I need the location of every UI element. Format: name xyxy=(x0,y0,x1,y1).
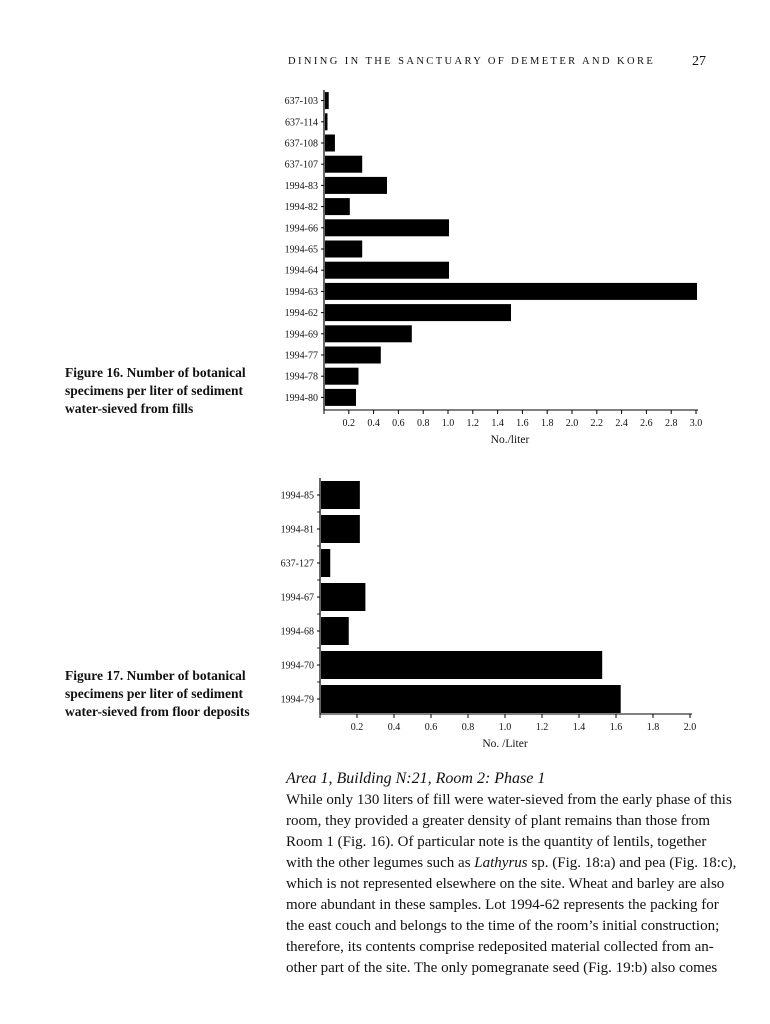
body-line xyxy=(286,832,706,853)
tick-label: 0.4 xyxy=(387,722,401,733)
bar xyxy=(325,177,387,194)
category-label: 1994-63 xyxy=(284,286,318,298)
tick-label: 1.2 xyxy=(535,722,549,733)
figure-16-bar-chart xyxy=(0,0,770,460)
text-run: room, they provided a greater density of plant remains than those from xyxy=(286,813,711,829)
running-title: DINING IN THE SANCTUARY OF DEMETER AND KORE xyxy=(288,56,656,67)
body-line xyxy=(286,958,718,979)
tick-label: 0.2 xyxy=(342,418,356,429)
caption-line: specimens per liter of sediment xyxy=(65,686,243,701)
bar xyxy=(325,389,356,406)
tick-label: 1.6 xyxy=(609,722,623,733)
tick-label: 1.6 xyxy=(516,418,529,429)
category-label: 1994-65 xyxy=(284,244,318,256)
category-label: 1994-68 xyxy=(280,626,314,638)
category-label: 1994-66 xyxy=(284,223,318,235)
category-label: 1994-67 xyxy=(280,592,314,604)
tick-label: 0.2 xyxy=(350,722,364,733)
category-label: 1994-85 xyxy=(280,490,314,502)
tick-label: 0.6 xyxy=(424,722,438,733)
text-run: Room 1 (Fig. 16). Of particular note is the quantity of lentils, together xyxy=(286,834,707,850)
category-label: 1994-82 xyxy=(284,202,318,214)
bar xyxy=(325,113,327,130)
bar xyxy=(325,283,697,300)
text-run: sp. (Fig. 18:a) and pea (Fig. 18:c), xyxy=(527,855,737,871)
bar xyxy=(321,685,621,713)
caption-line: Figure 17. Number of botanical xyxy=(65,668,246,683)
bar xyxy=(325,92,329,109)
category-label: 1994-79 xyxy=(280,694,314,706)
category-label: 1994-62 xyxy=(284,308,318,320)
bar xyxy=(325,368,358,385)
tick-label: 1.2 xyxy=(466,418,480,429)
tick-label: 2.0 xyxy=(683,722,697,733)
bar xyxy=(325,325,412,342)
bar xyxy=(325,135,335,152)
caption-line: water-sieved from fills xyxy=(65,401,194,416)
tick-label: 1.0 xyxy=(498,722,512,733)
bar xyxy=(325,198,350,215)
text-run: which is not represented elsewhere on the site. Wheat and barley are also xyxy=(286,876,725,892)
bar xyxy=(325,219,449,236)
body-line xyxy=(286,853,737,874)
bar xyxy=(325,347,381,364)
bar xyxy=(321,651,602,679)
tick-label: 0.6 xyxy=(392,418,405,429)
tick-label: 2.8 xyxy=(664,418,678,429)
bar xyxy=(325,262,449,279)
category-label: 637-114 xyxy=(285,117,318,129)
text-run: other part of the site. The only pomegranate seed (Fig. 19:b) also comes xyxy=(286,960,718,976)
bar xyxy=(325,304,511,321)
caption-line: Figure 16. Number of botanical xyxy=(65,365,246,380)
category-label: 1994-81 xyxy=(280,524,314,536)
tick-label: 2.2 xyxy=(590,418,604,429)
bar xyxy=(325,241,362,258)
tick-label: 0.8 xyxy=(461,722,475,733)
tick-label: 1.4 xyxy=(572,722,586,733)
section-heading: Area 1, Building N:21, Room 2: Phase 1 xyxy=(286,770,546,787)
tick-label: 0.4 xyxy=(367,418,380,429)
page-number: 27 xyxy=(692,54,706,69)
tick-label: 2.0 xyxy=(565,418,579,429)
tick-label: 1.0 xyxy=(441,418,455,429)
body-line xyxy=(286,895,719,916)
caption-line: water-sieved from floor deposits xyxy=(65,704,250,719)
text-run: While only 130 liters of fill were water-sieved from the early phase of this xyxy=(286,792,732,808)
text-run: more abundant in these samples. Lot 1994-62 represents the packing for xyxy=(286,897,719,913)
figure-17-bar-chart xyxy=(0,460,770,760)
bar xyxy=(321,583,365,611)
tick-label: 1.4 xyxy=(491,418,504,429)
tick-label: 1.8 xyxy=(646,722,660,733)
category-label: 1994-80 xyxy=(284,392,318,404)
tick-label: 0.8 xyxy=(416,418,430,429)
text-run: the east couch and belongs to the time of the room’s initial construction; xyxy=(286,918,720,934)
category-label: 1994-70 xyxy=(280,660,314,672)
bar xyxy=(321,617,349,645)
body-text xyxy=(286,790,737,979)
tick-label: 1.8 xyxy=(540,418,554,429)
category-label: 637-103 xyxy=(284,96,318,108)
bar xyxy=(321,515,360,543)
bar xyxy=(321,481,360,509)
x-axis-label: No. /Liter xyxy=(482,738,528,750)
text-run: with the other legumes such as xyxy=(286,855,475,871)
category-label: 1994-83 xyxy=(284,180,318,192)
category-label: 1994-77 xyxy=(284,350,318,362)
italic-term: Lathyrus xyxy=(474,855,528,871)
body-line xyxy=(286,790,732,811)
bar xyxy=(321,549,330,577)
body-line xyxy=(286,811,711,832)
text-run: therefore, its contents comprise redeposited material collected from an- xyxy=(286,939,714,955)
category-label: 1994-78 xyxy=(284,371,318,383)
tick-label: 3.0 xyxy=(689,418,703,429)
tick-label: 2.6 xyxy=(640,418,653,429)
body-line xyxy=(286,874,725,895)
tick-label: 2.4 xyxy=(615,418,628,429)
category-label: 1994-64 xyxy=(284,265,318,277)
body-line xyxy=(286,916,720,937)
bar xyxy=(325,156,362,173)
category-label: 1994-69 xyxy=(284,329,318,341)
category-label: 637-108 xyxy=(284,138,318,150)
x-axis-label: No./liter xyxy=(490,434,530,446)
category-label: 637-107 xyxy=(284,159,318,171)
category-label: 637-127 xyxy=(280,558,314,570)
body-line xyxy=(286,937,714,958)
caption-line: specimens per liter of sediment xyxy=(65,383,243,398)
